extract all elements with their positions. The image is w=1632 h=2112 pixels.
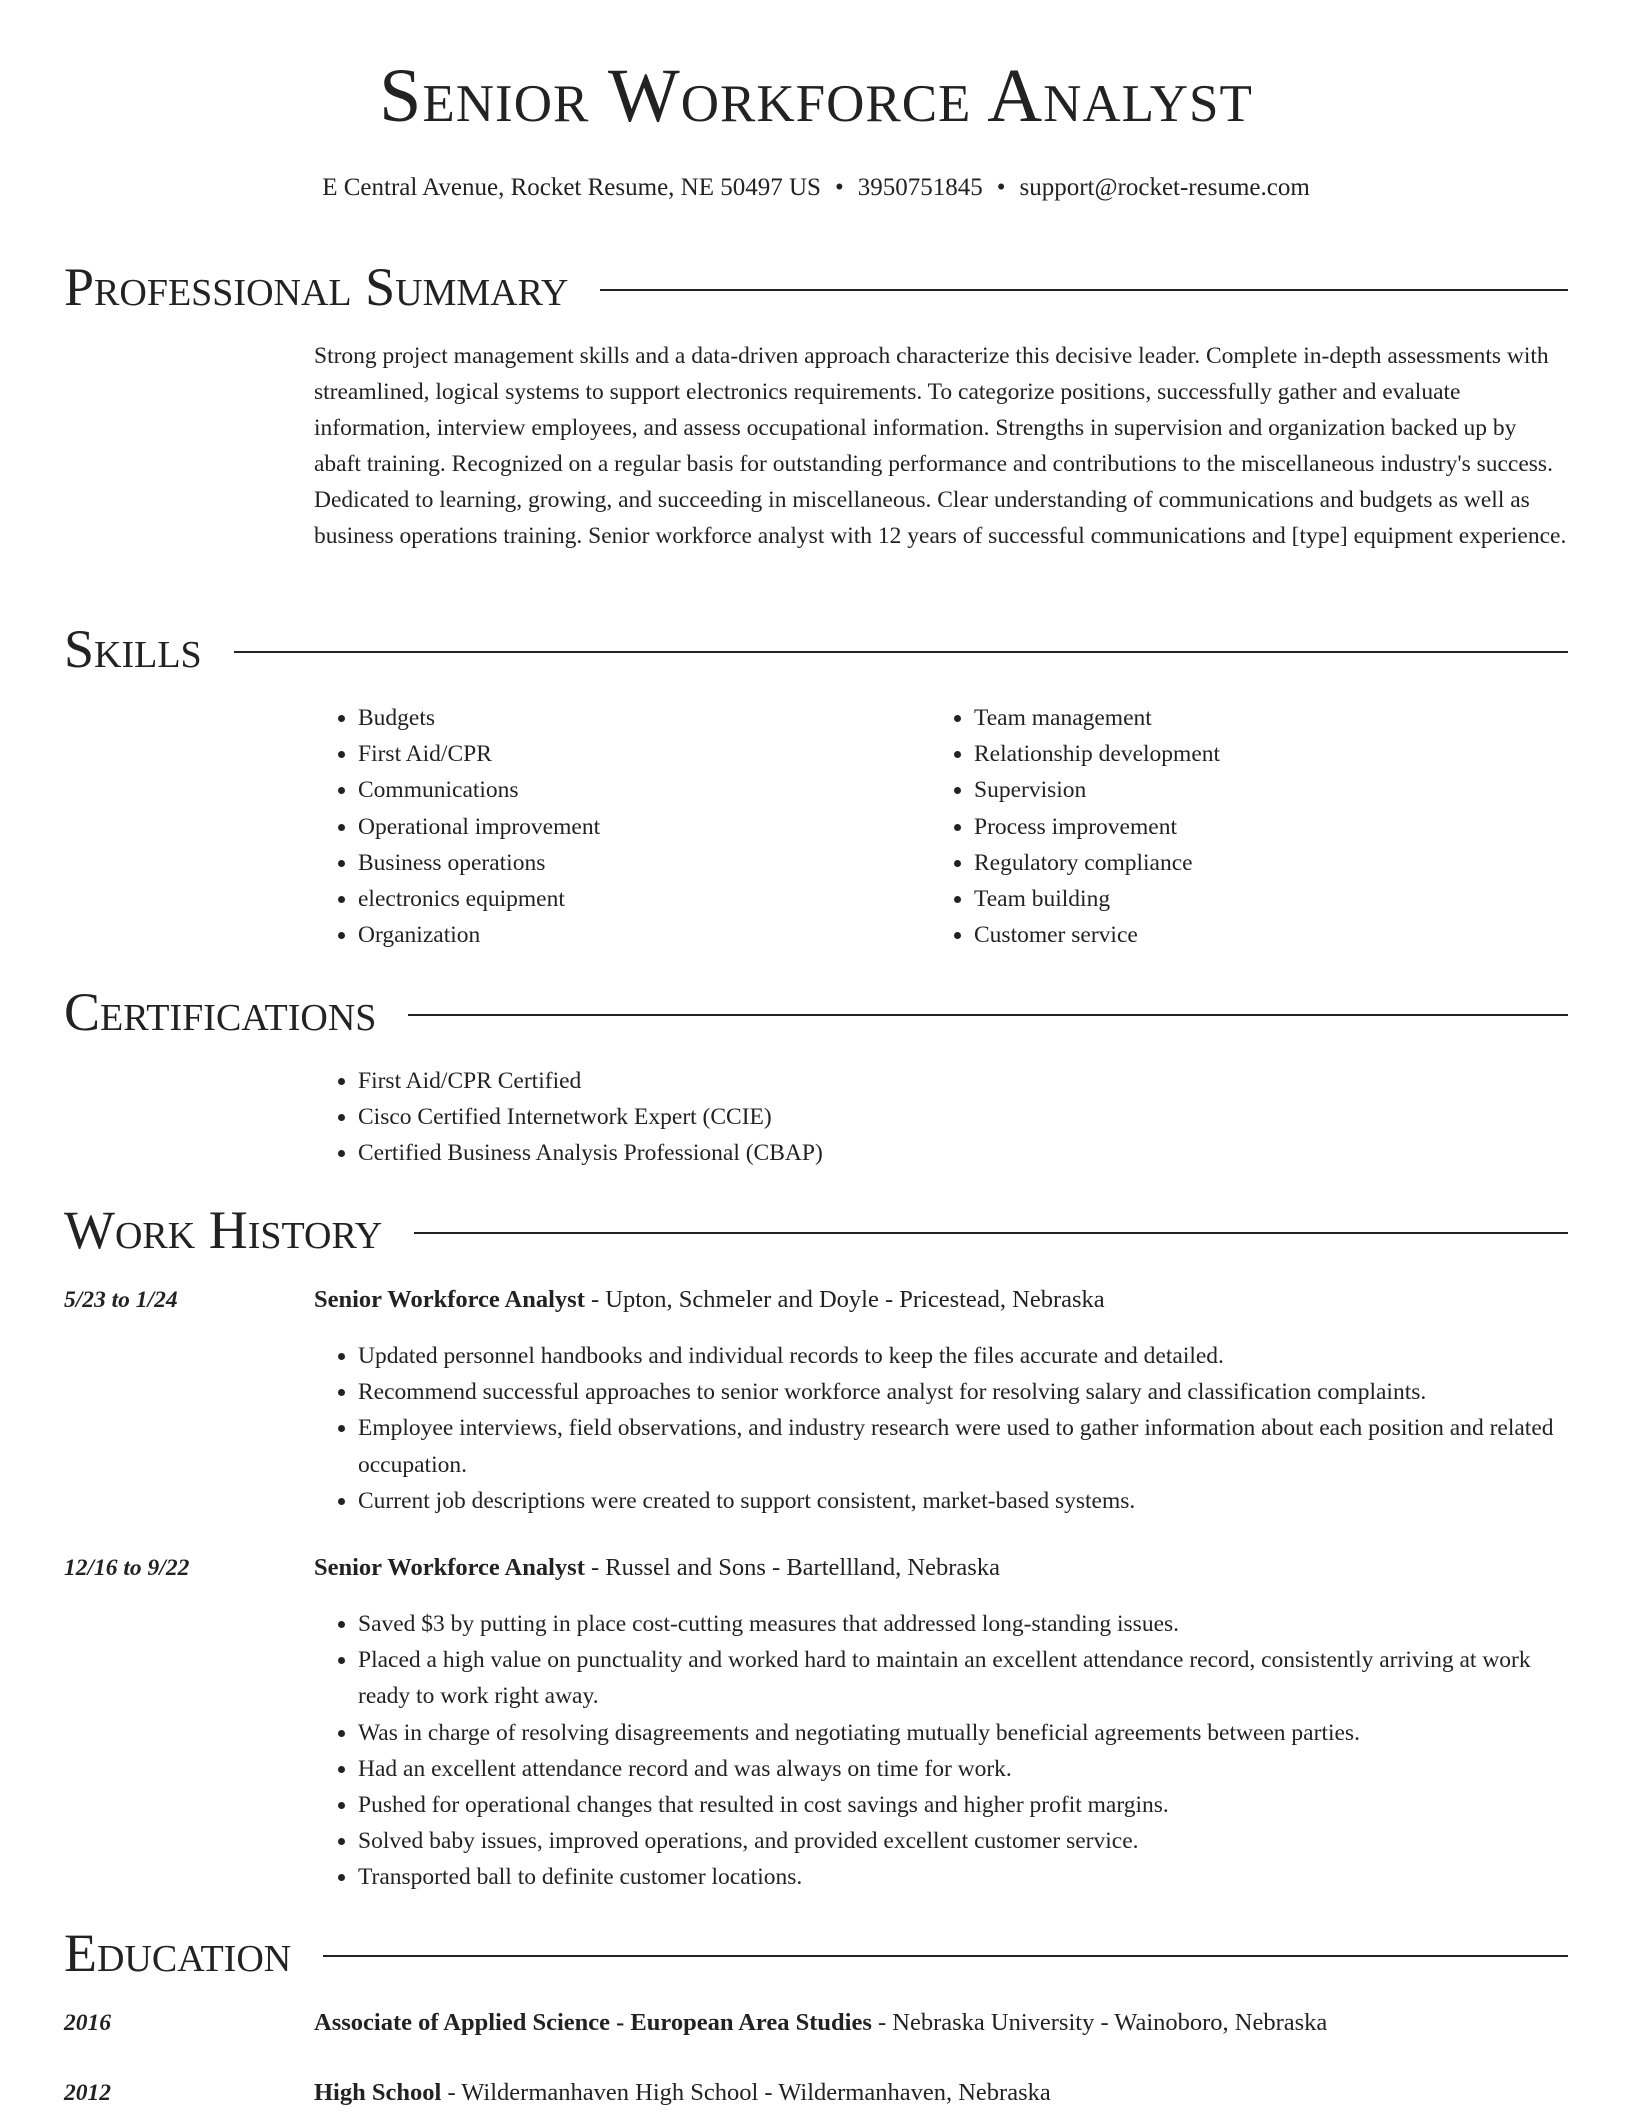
education-entry	[314, 2009, 1568, 2037]
job-duty-item: • Had an excellent attendance record and was always on time for work.	[358, 1751, 1568, 1787]
summary-section-header	[64, 257, 1568, 317]
job-duty-item: • Pushed for operational changes that resulted in cost savings and higher profit margins.	[358, 1787, 1568, 1823]
job-dates: 12/16 to 9/22	[64, 1555, 190, 1581]
job-duty-item: • Saved $3 by putting in place cost-cutting measures that addressed long-standing issues.	[358, 1606, 1568, 1642]
skills-section-title: Skills	[64, 619, 202, 679]
certifications-section-title: Certifications	[64, 982, 377, 1042]
contact-email: support@rocket-resume.com	[1019, 174, 1310, 201]
skill-item: • Operational improvement	[358, 809, 914, 845]
skill-item: • Supervision	[974, 772, 1530, 808]
skill-item: • Customer service	[974, 917, 1530, 953]
job-duties-list	[314, 1606, 1568, 1896]
skill-item: • Team management	[974, 700, 1530, 736]
job-duty-item: • Current job descriptions were created to support consistent, market-based systems.	[358, 1483, 1568, 1519]
summary-section-title: Professional Summary	[64, 257, 569, 317]
job-header	[314, 1554, 1568, 1582]
education-degree: Associate of Applied Science - European Area Studies	[314, 2009, 872, 2036]
certification-item: • First Aid/CPR Certified	[358, 1063, 1314, 1099]
certification-item: • Certified Business Analysis Professional (CBAP)	[358, 1135, 1314, 1171]
section-divider	[408, 1014, 1568, 1016]
certifications-section-header	[64, 982, 1568, 1042]
job-dates: 5/23 to 1/24	[64, 1287, 178, 1313]
skill-item: • Business operations	[358, 845, 914, 881]
skill-item: • Process improvement	[974, 809, 1530, 845]
education-school: - Nebraska University - Wainoboro, Nebraska	[871, 2009, 1328, 2036]
job-employer: - Upton, Schmeler and Doyle - Pricestead, Nebraska	[584, 1286, 1105, 1313]
education-year: 2016	[64, 2010, 111, 2036]
contact-line	[0, 174, 1632, 202]
candidate-name: Senior Workforce Analyst	[379, 54, 1253, 138]
certification-item: • Cisco Certified Internetwork Expert (CCIE)	[358, 1099, 1314, 1135]
education-section-header	[64, 1923, 1568, 1983]
job-duty-item: • Was in charge of resolving disagreements and negotiating mutually beneficial agreements between parties.	[358, 1715, 1568, 1751]
education-section-title: Education	[64, 1923, 292, 1983]
skill-item: • electronics equipment	[358, 881, 914, 917]
skills-section-header	[64, 619, 1568, 679]
section-divider	[323, 1955, 1568, 1957]
job-duties-list	[314, 1338, 1568, 1519]
skills-column-right	[930, 700, 1530, 953]
education-degree: High School	[314, 2079, 442, 2106]
job-duty-item: • Transported ball to definite customer locations.	[358, 1859, 1568, 1895]
summary-text: Strong project management skills and a data-driven approach characterize this decisive leader. Complete in-depth assessments with streamlined, logical systems to support electronics requirements. To categorize positions, successfully gather and evaluate information, interview employees, and assess occupational information. Strengths in supervision and organization backed up by abaft training. Recognized on a regular basis for outstanding performance and contributions to the miscellaneous industry's success. Dedicated to learning, growing, and succeeding in miscellaneous. Clear understanding of communications and budgets as well as business operations training. Senior workforce analyst with 12 years of successful communications and [type] equipment experience.	[314, 343, 1567, 549]
work-history-section-header	[64, 1200, 1568, 1260]
job-employer: - Russel and Sons - Bartellland, Nebraska	[584, 1554, 1000, 1581]
education-year: 2012	[64, 2080, 111, 2106]
certifications-list	[314, 1063, 1314, 1172]
section-divider	[234, 651, 1568, 653]
job-duty-item: • Placed a high value on punctuality and worked hard to maintain an excellent attendance record, consistently arriving at work ready to work right away.	[358, 1642, 1568, 1714]
job-header	[314, 1286, 1568, 1314]
skill-item: • First Aid/CPR	[358, 736, 914, 772]
contact-phone: 3950751845	[857, 174, 983, 201]
work-history-section-title: Work History	[64, 1200, 383, 1260]
section-divider	[414, 1232, 1568, 1234]
skill-item: • Organization	[358, 917, 914, 953]
job-title: Senior Workforce Analyst	[314, 1554, 585, 1581]
job-duty-item: • Employee interviews, field observations, and industry research were used to gather information about each position and related occupation.	[358, 1410, 1568, 1482]
skill-item: • Relationship development	[974, 736, 1530, 772]
contact-separator: •	[996, 174, 1006, 201]
skill-item: • Team building	[974, 881, 1530, 917]
skill-item: • Regulatory compliance	[974, 845, 1530, 881]
job-duty-item: • Updated personnel handbooks and individual records to keep the files accurate and detailed.	[358, 1338, 1568, 1374]
skill-item: • Communications	[358, 772, 914, 808]
contact-address: E Central Avenue, Rocket Resume, NE 50497 US	[322, 174, 821, 201]
contact-separator: •	[834, 174, 844, 201]
education-school: - Wildermanhaven High School - Wildermanhaven, Nebraska	[441, 2079, 1051, 2106]
education-entry	[314, 2079, 1568, 2107]
skills-column-left	[314, 700, 914, 953]
section-divider	[600, 289, 1568, 291]
job-duty-item: • Solved baby issues, improved operations, and provided excellent customer service.	[358, 1823, 1568, 1859]
skill-item: • Budgets	[358, 700, 914, 736]
job-title: Senior Workforce Analyst	[314, 1286, 585, 1313]
job-duty-item: • Recommend successful approaches to senior workforce analyst for resolving salary and classification complaints.	[358, 1374, 1568, 1410]
